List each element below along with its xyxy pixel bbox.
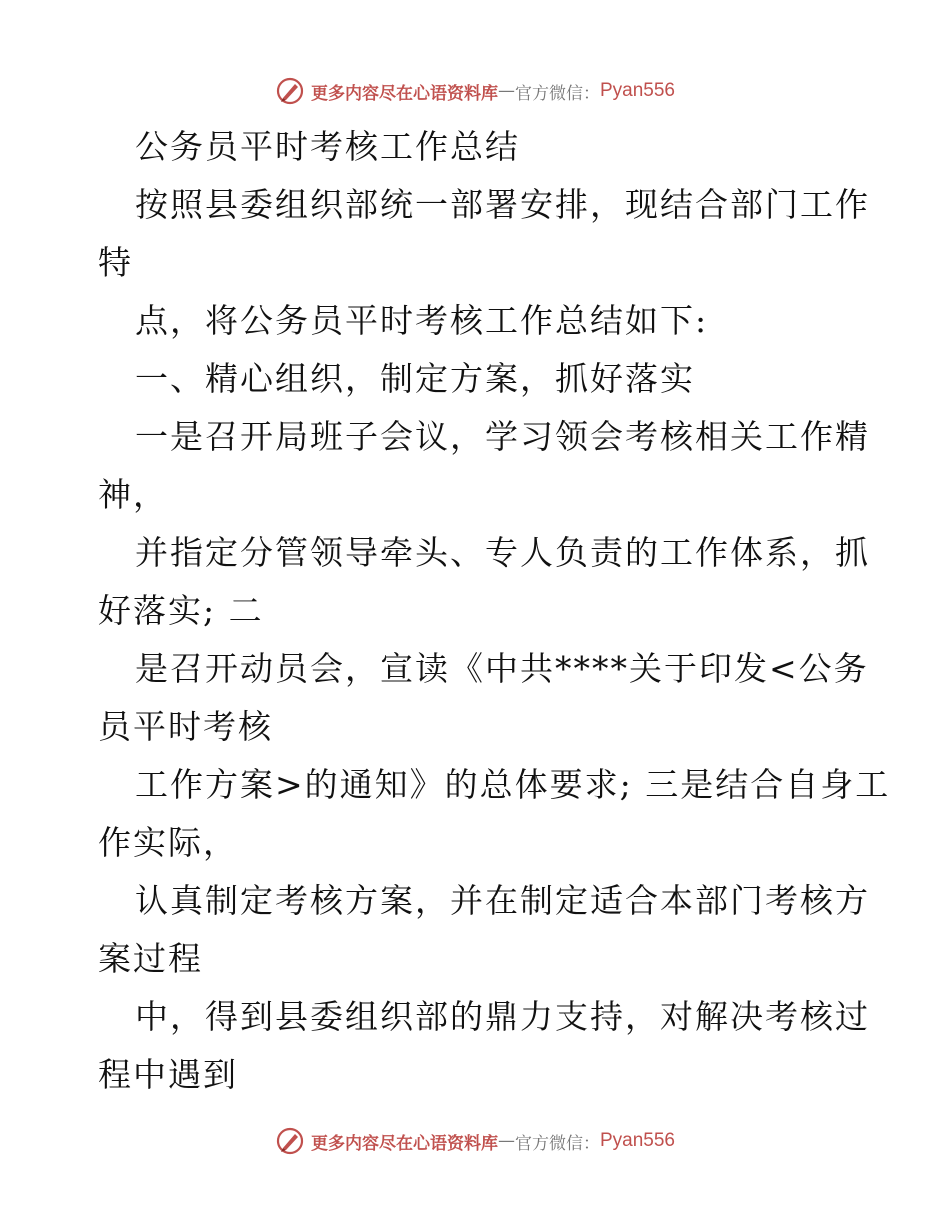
header-banner [0, 74, 950, 108]
paragraph-line: 并指定分管领导牵头、专人负责的工作体系，抓 [135, 533, 870, 572]
paragraph-line: 案过程 [98, 939, 203, 978]
document-body [98, 118, 891, 1104]
header-separator: — [497, 81, 515, 101]
header-wechat-id: Pyan556 [599, 80, 675, 101]
header-text: 更多内容尽在心语资料库 [310, 83, 498, 104]
paragraph-line: 一是召开局班子会议，学习领会考核相关工作精 [135, 417, 870, 456]
paragraph-line: 中，得到县委组织部的鼎力支持，对解决考核过 [135, 997, 870, 1036]
paragraph-line: 点，将公务员平时考核工作总结如下: [135, 301, 709, 340]
footer-wechat-id: Pyan556 [599, 1130, 675, 1151]
document-title: 公务员平时考核工作总结 [135, 127, 520, 166]
paragraph-line: 作实际， [98, 823, 238, 862]
paragraph-line: 神， [98, 475, 168, 514]
paragraph-line: 程中遇到 [98, 1055, 238, 1094]
pen-logo-icon [275, 1126, 305, 1156]
pen-logo-icon [275, 76, 305, 106]
paragraph-line: 员平时考核 [98, 707, 273, 746]
footer-label: 官方微信： [514, 1133, 600, 1154]
paragraph-line: 按照县委组织部统一部署安排，现结合部门工作 [135, 185, 870, 224]
paragraph-line: 特 [98, 243, 133, 282]
paragraph-line: 认真制定考核方案，并在制定适合本部门考核方 [135, 881, 870, 920]
header-label: 官方微信： [514, 83, 600, 104]
paragraph-line: 好落实; 二 [98, 591, 264, 630]
footer-separator: — [497, 1131, 515, 1151]
footer-banner [0, 1124, 950, 1158]
paragraph-line: 工作方案>的通知》的总体要求; 三是结合自身工 [135, 765, 891, 804]
section-heading: 一、精心组织，制定方案，抓好落实 [135, 359, 695, 398]
paragraph-line: 是召开动员会，宣读《中共****关于印发<公务 [135, 649, 869, 688]
footer-text: 更多内容尽在心语资料库 [310, 1133, 498, 1154]
